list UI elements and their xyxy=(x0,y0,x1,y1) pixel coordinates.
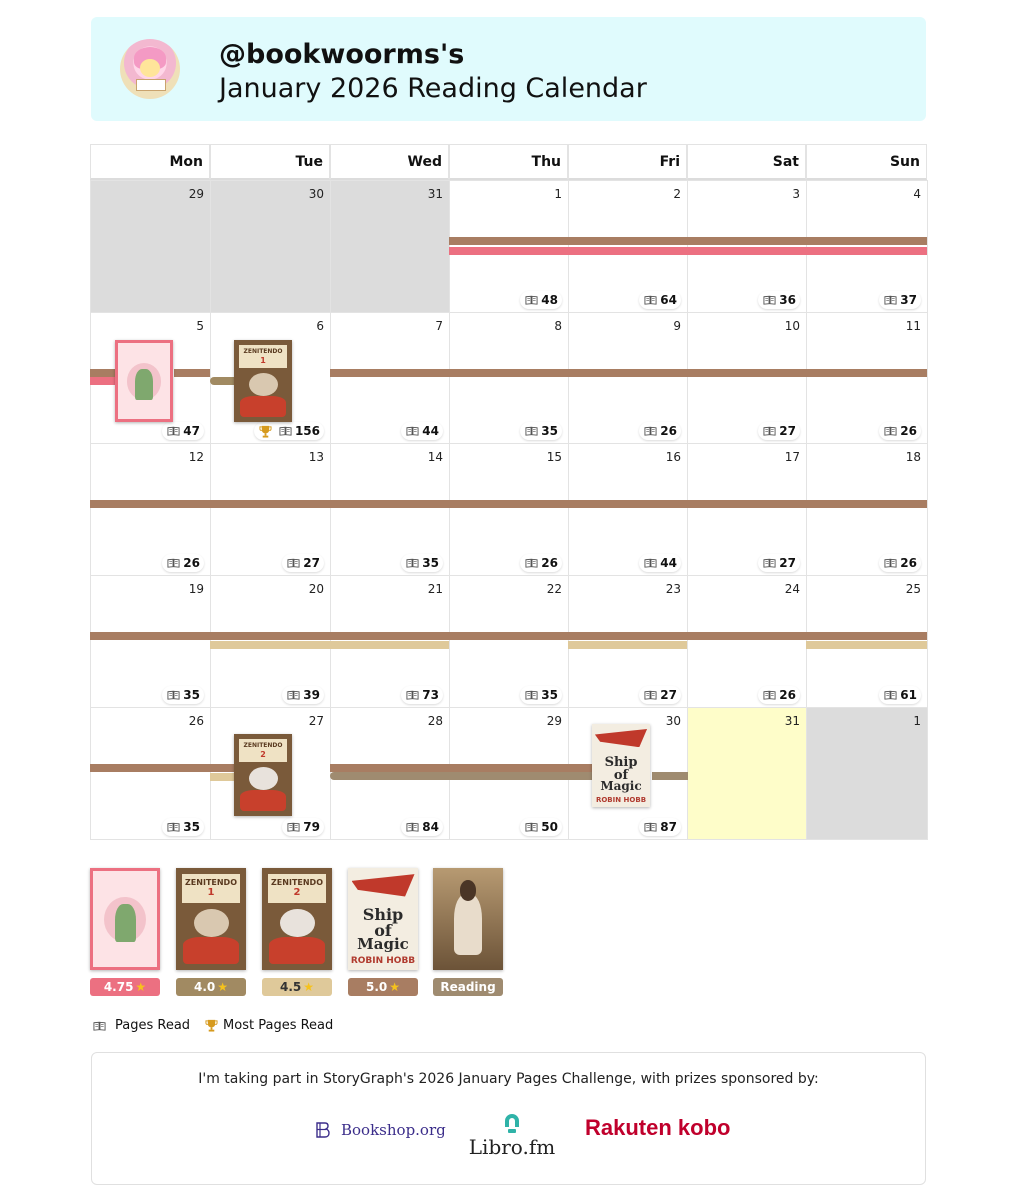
day-number: 16 xyxy=(665,450,681,464)
calendar-day[interactable] xyxy=(687,443,807,576)
pages-read-pill xyxy=(879,291,921,309)
book-icon xyxy=(167,558,180,568)
day-number: 23 xyxy=(665,582,681,596)
pages-read-pill xyxy=(162,554,204,572)
book-cover[interactable]: Ship of Magic ROBIN HOBB xyxy=(348,868,418,970)
day-number: 27 xyxy=(308,714,324,728)
day-number: 30 xyxy=(665,714,681,728)
sponsor-box xyxy=(91,1052,926,1185)
avatar-face xyxy=(140,59,160,77)
reading-badge xyxy=(433,978,503,996)
calendar-day[interactable] xyxy=(687,575,807,708)
book-icon xyxy=(644,822,657,832)
book-icon xyxy=(167,690,180,700)
book-icon xyxy=(644,426,657,436)
pages-read-pill xyxy=(282,818,324,836)
book-icon xyxy=(763,690,776,700)
day-number: 3 xyxy=(792,187,800,201)
pages-read-pill xyxy=(401,686,443,704)
pages-read-count: 79 xyxy=(303,820,320,834)
book-progress-bar xyxy=(449,247,927,255)
book-icon xyxy=(644,558,657,568)
book-progress-bar xyxy=(90,632,927,640)
pages-read-pill xyxy=(162,422,204,440)
day-number: 10 xyxy=(784,319,800,333)
rating-badge xyxy=(348,978,418,996)
book-cover[interactable]: ZENITENDO 1 xyxy=(176,868,246,970)
pages-read-count: 26 xyxy=(900,556,917,570)
book-icon xyxy=(884,558,897,568)
book-icon xyxy=(525,690,538,700)
calendar-day[interactable] xyxy=(330,443,450,576)
calendar-day[interactable] xyxy=(449,312,569,444)
book-icon xyxy=(884,295,897,305)
pages-read-count: 44 xyxy=(660,556,677,570)
book-cover[interactable]: ZENITENDO 2 xyxy=(262,868,332,970)
pages-read-count: 47 xyxy=(183,424,200,438)
day-number: 29 xyxy=(188,187,204,201)
day-number: 4 xyxy=(913,187,921,201)
book-icon xyxy=(287,822,300,832)
calendar-day[interactable] xyxy=(568,312,688,444)
pages-read-count: 84 xyxy=(422,820,439,834)
star-icon: ★ xyxy=(389,980,401,994)
book-icon xyxy=(406,426,419,436)
pages-read-count: 87 xyxy=(660,820,677,834)
badge-label: 4.75 xyxy=(103,980,134,994)
day-number: 6 xyxy=(316,319,324,333)
rating-badge xyxy=(176,978,246,996)
day-number: 28 xyxy=(427,714,443,728)
day-number: 5 xyxy=(196,319,204,333)
weekday-header: Tue xyxy=(210,144,330,180)
book-icon xyxy=(167,426,180,436)
pages-read-pill xyxy=(639,818,681,836)
book-progress-bar xyxy=(652,772,688,780)
trophy-icon xyxy=(259,425,272,438)
pages-read-count: 35 xyxy=(541,424,558,438)
badge-label: 4.0 xyxy=(193,980,216,994)
pages-read-count: 39 xyxy=(303,688,320,702)
day-number: 29 xyxy=(546,714,562,728)
libro-logo[interactable] xyxy=(467,1109,557,1159)
book-icon xyxy=(644,690,657,700)
pages-read-pill xyxy=(639,554,681,572)
day-number: 2 xyxy=(673,187,681,201)
pages-read-pill xyxy=(282,554,324,572)
day-number: 13 xyxy=(308,450,324,464)
weekday-header: Sat xyxy=(687,144,806,180)
pages-read-pill xyxy=(639,422,681,440)
avatar[interactable] xyxy=(120,39,180,99)
book-icon xyxy=(406,558,419,568)
libro-headphones-icon xyxy=(501,1109,523,1135)
pages-read-pill xyxy=(758,554,800,572)
calendar-day-today[interactable] xyxy=(687,707,807,840)
day-number: 14 xyxy=(427,450,443,464)
pages-read-pill xyxy=(639,686,681,704)
day-number: 25 xyxy=(905,582,921,596)
calendar-day[interactable] xyxy=(90,707,211,840)
day-number: 26 xyxy=(188,714,204,728)
book-icon xyxy=(525,426,538,436)
book-icon xyxy=(525,295,538,305)
pages-read-count: 36 xyxy=(779,293,796,307)
legend-pages-read: Pages Read xyxy=(115,1018,191,1033)
pages-read-count: 26 xyxy=(779,688,796,702)
pages-read-count: 44 xyxy=(422,424,439,438)
pages-read-count: 156 xyxy=(294,424,320,438)
pages-read-count: 26 xyxy=(900,424,917,438)
pages-read-pill xyxy=(520,291,562,309)
day-number: 12 xyxy=(188,450,204,464)
book-progress-bar xyxy=(330,764,600,772)
book-icon xyxy=(287,558,300,568)
pages-read-pill xyxy=(520,554,562,572)
calendar-day[interactable] xyxy=(806,443,928,576)
pages-read-pill xyxy=(758,291,800,309)
weekday-header: Thu xyxy=(449,144,568,180)
calendar-day[interactable] xyxy=(568,443,688,576)
book-progress-bar xyxy=(210,641,449,649)
calendar-day[interactable] xyxy=(806,707,928,840)
day-number: 17 xyxy=(784,450,800,464)
reading-calendar xyxy=(90,144,927,839)
pages-read-count: 35 xyxy=(422,556,439,570)
calendar-day[interactable] xyxy=(210,180,331,313)
day-number: 11 xyxy=(905,319,921,333)
sponsor-text: I'm taking part in StoryGraph's 2026 January Pages Challenge, with prizes sponsored by: xyxy=(198,1071,819,1087)
book-progress-bar xyxy=(330,772,630,780)
book-icon xyxy=(763,558,776,568)
rating-badge xyxy=(262,978,332,996)
calendar-header xyxy=(91,17,926,121)
pages-read-pill xyxy=(758,686,800,704)
pages-read-pill xyxy=(282,686,324,704)
book-progress-bar xyxy=(174,369,210,377)
day-number: 9 xyxy=(673,319,681,333)
book-icon xyxy=(406,690,419,700)
book-progress-bar xyxy=(568,641,687,649)
pages-read-pill xyxy=(401,554,443,572)
day-number: 31 xyxy=(784,714,800,728)
pages-read-count: 26 xyxy=(183,556,200,570)
legend xyxy=(93,1018,333,1033)
pages-read-pill xyxy=(520,422,562,440)
book-progress-bar xyxy=(449,237,927,245)
book-icon xyxy=(93,1021,106,1031)
book-cover[interactable]: ZENITENDO 1 xyxy=(234,340,292,422)
book-icon xyxy=(287,690,300,700)
kobo-logo-rakuten: Rakuten xyxy=(585,1115,672,1140)
book-cover[interactable]: ZENITENDO 2 xyxy=(234,734,292,816)
pages-read-count: 37 xyxy=(900,293,917,307)
pages-read-count: 27 xyxy=(779,424,796,438)
pages-read-pill xyxy=(639,291,681,309)
bookshop-icon xyxy=(315,1121,335,1139)
day-number: 22 xyxy=(546,582,562,596)
kobo-logo[interactable] xyxy=(585,1115,730,1141)
avatar-book xyxy=(136,79,166,91)
pages-read-count: 35 xyxy=(541,688,558,702)
star-icon: ★ xyxy=(135,980,147,994)
bookshop-logo[interactable] xyxy=(315,1121,446,1139)
libro-logo-text: Libro.fm xyxy=(468,1135,556,1159)
book-icon xyxy=(525,822,538,832)
star-icon: ★ xyxy=(303,980,315,994)
book-progress-bar xyxy=(90,369,118,377)
calendar-day[interactable] xyxy=(210,443,331,576)
day-number: 31 xyxy=(427,187,443,201)
weekday-header: Fri xyxy=(568,144,687,180)
pages-read-count: 50 xyxy=(541,820,558,834)
pages-read-count: 35 xyxy=(183,820,200,834)
calendar-day[interactable] xyxy=(90,575,211,708)
book-icon xyxy=(763,295,776,305)
pages-read-count: 73 xyxy=(422,688,439,702)
book-icon xyxy=(884,690,897,700)
kobo-logo-text: kobo xyxy=(677,1115,731,1140)
book-cover[interactable] xyxy=(115,340,173,422)
book-progress-bar xyxy=(806,641,927,649)
username-heading[interactable]: @bookwoorms's xyxy=(219,39,465,70)
book-progress-bar xyxy=(90,764,250,772)
day-number: 21 xyxy=(427,582,443,596)
calendar-day[interactable] xyxy=(449,443,569,576)
book-progress-bar xyxy=(90,377,118,385)
book-icon xyxy=(279,426,292,436)
badge-label: 4.5 xyxy=(279,980,302,994)
book-icon xyxy=(644,295,657,305)
day-number: 8 xyxy=(554,319,562,333)
pages-read-pill xyxy=(758,422,800,440)
day-number: 7 xyxy=(435,319,443,333)
weekday-header: Sun xyxy=(806,144,927,180)
pages-read-pill xyxy=(879,554,921,572)
pages-read-count: 26 xyxy=(541,556,558,570)
calendar-day[interactable] xyxy=(687,312,807,444)
book-cover[interactable] xyxy=(90,868,160,970)
calendar-day[interactable] xyxy=(806,312,928,444)
badge-label: 5.0 xyxy=(365,980,388,994)
calendar-day[interactable] xyxy=(330,312,450,444)
calendar-day[interactable] xyxy=(90,180,211,313)
day-number: 24 xyxy=(784,582,800,596)
book-icon xyxy=(884,426,897,436)
badge-label: Reading xyxy=(440,980,496,994)
pages-read-pill xyxy=(520,818,562,836)
book-progress-bar xyxy=(330,369,927,377)
pages-read-count: 27 xyxy=(779,556,796,570)
day-number: 15 xyxy=(546,450,562,464)
pages-read-pill xyxy=(401,818,443,836)
book-cover[interactable] xyxy=(433,868,503,970)
bookshop-logo-text: Bookshop.org xyxy=(341,1121,446,1139)
day-number: 1 xyxy=(554,187,562,201)
calendar-day[interactable] xyxy=(449,575,569,708)
day-number: 19 xyxy=(188,582,204,596)
pages-read-count: 35 xyxy=(183,688,200,702)
book-icon xyxy=(406,822,419,832)
pages-read-pill xyxy=(162,818,204,836)
pages-read-count: 27 xyxy=(303,556,320,570)
star-icon: ★ xyxy=(217,980,229,994)
rating-badge xyxy=(90,978,160,996)
book-icon xyxy=(763,426,776,436)
calendar-day[interactable] xyxy=(90,443,211,576)
trophy-icon xyxy=(205,1019,218,1032)
pages-read-pill xyxy=(520,686,562,704)
pages-read-count: 61 xyxy=(900,688,917,702)
pages-read-count: 27 xyxy=(660,688,677,702)
day-number: 30 xyxy=(308,187,324,201)
day-number: 20 xyxy=(308,582,324,596)
weekday-header: Wed xyxy=(330,144,449,180)
pages-read-pill xyxy=(879,686,921,704)
book-icon xyxy=(525,558,538,568)
book-progress-bar xyxy=(90,500,927,508)
pages-read-pill xyxy=(162,686,204,704)
day-number: 18 xyxy=(905,450,921,464)
pages-read-count: 48 xyxy=(541,293,558,307)
pages-read-pill xyxy=(401,422,443,440)
calendar-day[interactable] xyxy=(330,180,450,313)
weekday-header: Mon xyxy=(90,144,210,180)
pages-read-count: 26 xyxy=(660,424,677,438)
pages-read-pill xyxy=(879,422,921,440)
pages-read-count: 64 xyxy=(660,293,677,307)
legend-most-pages-read: Most Pages Read xyxy=(223,1018,334,1033)
pages-read-pill xyxy=(254,422,324,440)
book-icon xyxy=(167,822,180,832)
calendar-title: January 2026 Reading Calendar xyxy=(219,73,647,104)
book-cover[interactable]: Ship of Magic ROBIN HOBB xyxy=(592,724,650,807)
day-number: 1 xyxy=(913,714,921,728)
